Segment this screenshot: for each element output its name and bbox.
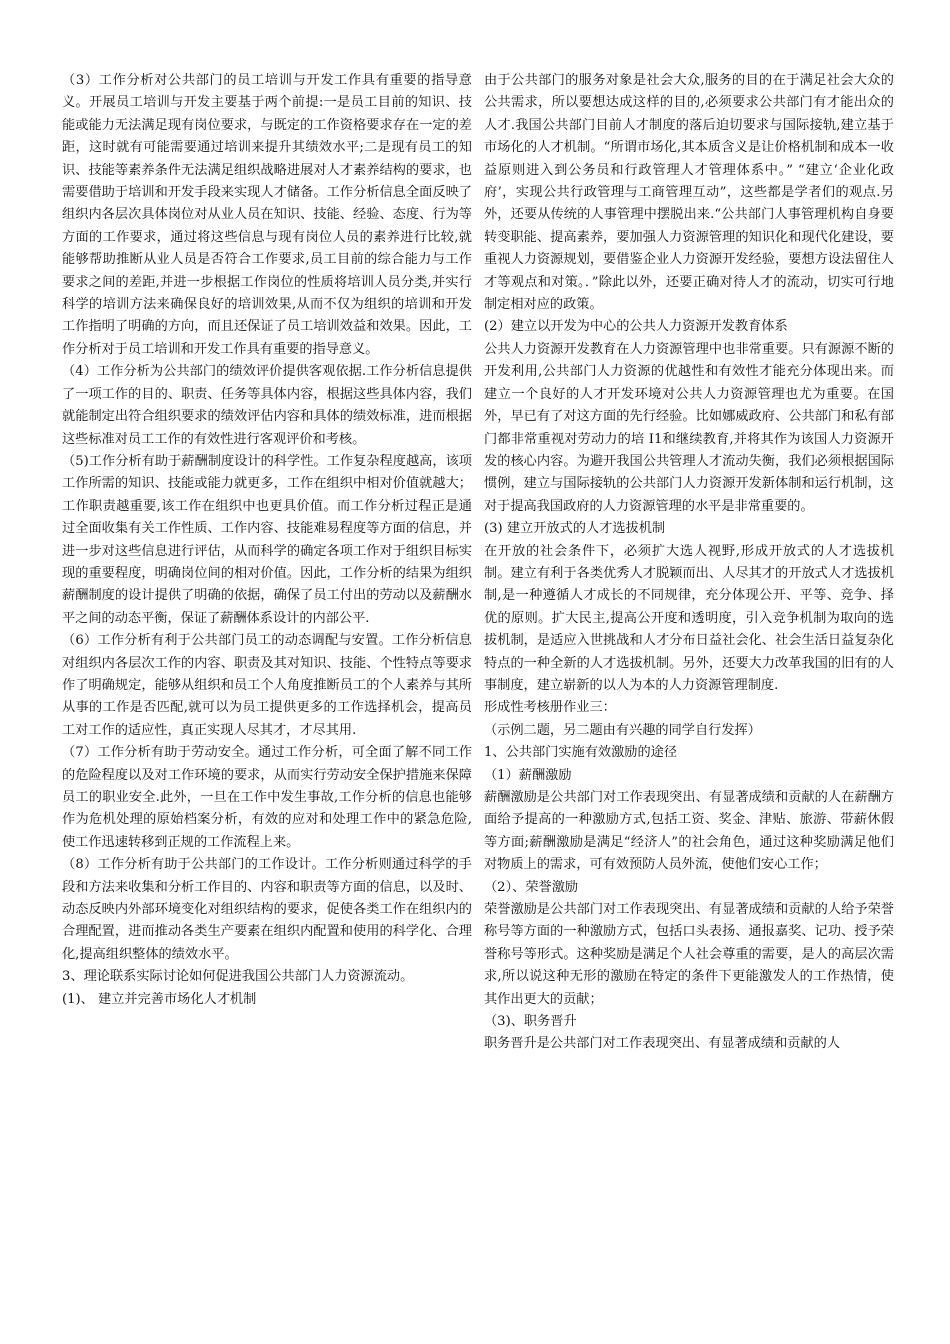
assignment-note: （示例二题，另二题由有兴趣的同学自行发挥） bbox=[484, 722, 761, 738]
paragraph-salary-incentive: 薪酬激励是公共部门对工作表现突出、有显著成绩和贡献的人在薪酬方面给予提高的一种激励方式,包括工资、奖金、津贴、旅游、带薪休假等方面;薪酬激励是满足“经济人”的社会角色，通过这种奖励满足他们对物质上的需求，可有效预防人员外流，使他们安心工作； bbox=[484, 790, 894, 873]
paragraph-honor-incentive: 荣誉激励是公共部门对工作表现突出、有显著成绩和贡献的人给予荣誉称号等方面的一种激励方式，包括口头表扬、通报嘉奖、记功、授予荣誉称号等形式。这种奖励是满足个人社会尊重的需要，是人的高层次需求,所以说这种无形的激励在特定的条件下更能激发人的工作热情，使其作出更大的贡献； bbox=[484, 902, 894, 1007]
paragraph-training: （3）工作分析对公共部门的员工培训与开发工作具有重要的指导意义。开展员工培训与开发主要基于两个前提:一是员工目前的知识、技能或能力无法满足现有岗位要求，与既定的工作资格要求存在一定的差距，这时就有可能需要通过培训来提升其绩效水平;二是现有员工的知识、技能等素养条件无法满足组织战略进展对人才素养结构的要求，也需要借助于培训和开发手段来实现人才储备。工作分析信息全面反映了组织内各层次具体岗位对从业人员在知识、技能、经验、态度、行为等方面的工作要求，通过将这些信息与现有岗位人员的素养进行比较,就能够帮助推断从业人员是否符合工作要求,员工目前的综合能力与工作要求之间的差距,并进一步根据工作岗位的性质将培训人员分类,并实行科学的培训方法来确保良好的培训效果,从而不仅为组织的培训和开发工作指明了明确的方向，而且还保证了员工培训效益和效果。因此，工作分析对于员工培训和开发工作具有重要的指导意义。 bbox=[62, 73, 472, 357]
section-heading: （1）薪酬激励 bbox=[484, 767, 572, 783]
right-column bbox=[484, 70, 894, 1056]
paragraph-open-selection: 在开放的社会条件下，必须扩大选人视野,形成开放式的人才选拔机制。建立有利于各类优秀人才脱颖而出、人尽其才的开放式人才选拔机制,是一种遵循人才成长的不同规律，充分体现公开、平等、竞争、择优的原则。扩大民主,提高公开度和透明度，引入竞争机制为取向的选拔机制，是适应入世挑战和人才分布日益社会化、社会生活日益复杂化特点的一种全新的人才选拔机制。另外，还要大力改革我国的旧有的人事制度，建立崭新的以人为本的人力资源管理制度. bbox=[484, 543, 894, 693]
paragraph-development-education: 公共人力资源开发教育在人力资源管理中也非常重要。只有源源不断的开发利用,公共部门人力资源的优越性和有效性才能充分体现出来。而建立一个良好的人才开发环境对公共人力资源管理也尤为重要。在国外，早已有了对这方面的先行经验。比如娜威政府、公共部门和私有部门都非常重视对劳动力的培 I1和继续教育,并将其作为该国人力资源开发的核心内容。为避开我国公共管理人才流动失衡，我们必须根据国际惯例，建立与国际接轨的公共部门人力资源开发新体制和运行机制，这对于提高我国政府的人力资源管理的水平是非常重要的。 bbox=[484, 341, 894, 514]
section-heading: （2）、荣誉激励 bbox=[484, 879, 579, 895]
left-column bbox=[62, 70, 472, 1011]
paragraph-market-mechanism: 由于公共部门的服务对象是社会大众,服务的目的在于满足社会大众的公共需求，所以要想达成这样的目的,必须要求公共部门有才能出众的人才.我国公共部门目前人才制度的落后迫切要求与国际接轨,建立基于市场化的人才机制。“所谓市场化,其本质含义是让价格机制和成本一收益原则进入到公务员和行政管理人才管理体系中。” “建立‘企业化政府’，实现公共行政管理与工商管理互动”，这些都是学者们的观点.另外，还要从传统的人事管理中摆脱出来.“公共部门人事管理机构自身要转变职能、提高素养，要加强人力资源管理的知识化和现代化建设，要重视人力资源规划，要借鉴企业人力资源开发经验，要想方设法留住人才等观点和对策。．”除此以外，还要正确对待人才的流动，切实可行地制定相对应的政策。 bbox=[484, 73, 894, 313]
paragraph-performance: （4）工作分析为公共部门的绩效评价提供客观依据.工作分析信息提供了一项工作的目的、职责、任务等具体内容，根据这些具体内容，我们就能制定出符合组织要求的绩效评估内容和具体的绩效标准，进而根据这些标准对员工工作的有效性进行客观评价和考核。 bbox=[62, 364, 472, 447]
section-heading: (3) 建立开放式的人才选拔机制 bbox=[484, 521, 666, 537]
question-heading: 1、公共部门实施有效激励的途径 bbox=[484, 745, 678, 761]
section-heading: （3)、职务晋升 bbox=[484, 1014, 577, 1030]
paragraph-safety: （7）工作分析有助于劳动安全。通过工作分析，可全面了解不同工作的危险程度以及对工作环境的要求，从而实行劳动安全保护措施来保障员工的职业安全.此外，一旦在工作中发生事故,工作分析的信息也能够作为危机处理的原始档案分析，有效的应对和处理工作中的紧急危险,使工作迅速转移到正规的工作流程上来。 bbox=[62, 745, 472, 850]
paragraph-salary: （5)工作分析有助于薪酬制度设计的科学性。工作复杂程度越高，该项工作所需的知识、技能或能力就更多，工作在组织中相对价值就越大；工作职责越重要,该工作在组织中也更具价值。而工作分析过程正是通过全面收集有关工作性质、工作内容、技能难易程度等方面的信息，并进一步对这些信息进行评估，从而科学的确定各项工作对于组织目标实现的重要程度，明确岗位间的相对价值。因此，工作分析的结果为组织薪酬制度的设计提供了明确的依据，确保了员工付出的劳动以及薪酬水平之间的动态平衡，保证了薪酬体系设计的内部公平. bbox=[62, 453, 472, 626]
paragraph-job-design: （8）工作分析有助于公共部门的工作设计。工作分析则通过科学的手段和方法来收集和分析工作目的、内容和职责等方面的信息，以及时、动态反映内外部环境变化对组织结构的要求，促使各类工作在组织内的合理配置，进而推动各类生产要素在组织内配置和使用的科学化、合理化,提高组织整体的绩效水平。 bbox=[62, 857, 472, 962]
section-heading: (2）建立以开发为中心的公共人力资源开发教育体系 bbox=[484, 319, 788, 335]
paragraph-allocation: （6）工作分析有利于公共部门员工的动态调配与安置。工作分析信息对组织内各层次工作的内容、职责及其对知识、技能、个性特点等要求作了明确规定，能够从组织和员工个人角度推断员工的个人素养与其所从事的工作是否匹配,就可以为员工提供更多的工作选择机会，提高员工对工作的适应性，真正实现人尽其才，才尽其用. bbox=[62, 633, 472, 738]
assignment-title: 形成性考核册作业三： bbox=[484, 700, 616, 716]
question-heading: 3、理论联系实际讨论如何促进我国公共部门人力资源流动。 bbox=[62, 969, 414, 985]
section-heading: (1)、 建立并完善市场化人才机制 bbox=[62, 991, 257, 1007]
paragraph-promotion: 职务晋升是公共部门对工作表现突出、有显著成绩和贡献的人 bbox=[484, 1036, 841, 1052]
